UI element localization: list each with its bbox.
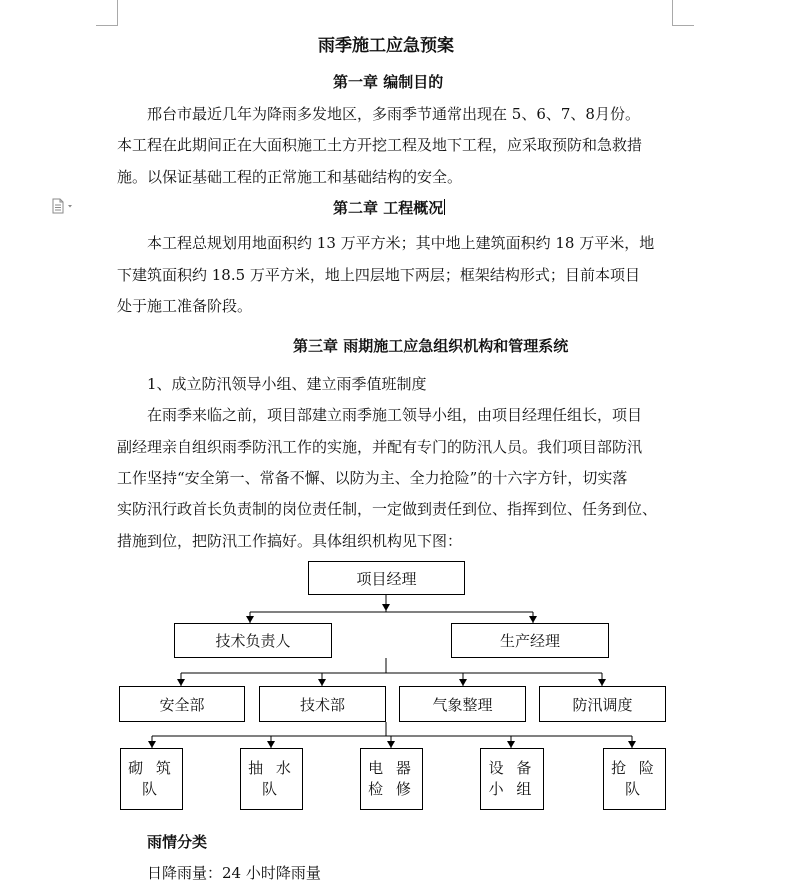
- chapter-3-line-1: 在雨季来临之前，项目部建立雨季施工领导小组，由项目经理任组长，项目: [147, 406, 643, 424]
- org-box-technical-dept: 技术部: [259, 686, 386, 722]
- team-label-line-1: 砌 筑: [128, 759, 175, 777]
- chapter-3-line-3: 工作坚持“安全第一、常备不懈、以防为主、全力抢险”的十六字方针，切实落: [117, 469, 628, 487]
- chapter-3-heading: 第三章 雨期施工应急组织机构和管理系统: [293, 337, 569, 355]
- chapter-3-line-5: 措施到位，把防汛工作搞好。具体组织机构见下图：: [117, 532, 463, 550]
- org-box-equipment-team: [480, 748, 544, 810]
- chapter-2-line-3: 处于施工准备阶段。: [117, 297, 253, 315]
- org-box-technical-lead: 技术负责人: [174, 623, 332, 658]
- org-box-electrical-repair-team: [360, 748, 423, 810]
- team-label-line-1: 抢 险: [611, 759, 658, 777]
- org-box-pumping-team: [240, 748, 303, 810]
- chapter-3-line-2: 副经理亲自组织雨季防汛工作的实施，并配有专门的防汛人员。我们项目部防汛: [117, 438, 643, 456]
- org-box-flood-dispatch: 防汛调度: [539, 686, 666, 722]
- chapter-1-heading: 第一章 编制目的: [333, 73, 444, 91]
- team-label-line-2: 队: [141, 780, 161, 798]
- org-box-weather-records: 气象整理: [399, 686, 526, 722]
- chapter-2-line-2: 下建筑面积约 18.5 万平方米，地上四层地下两层；框架结构形式；目前本项目: [117, 266, 640, 284]
- chapter-3-item-1: 1、成立防汛领导小组、建立雨季值班制度: [147, 375, 427, 393]
- chapter-3-line-4: 实防汛行政首长负责制的岗位责任制，一定做到责任到位、指挥到位、任务到位、: [117, 500, 658, 518]
- chapter-1-line-1: 邢台市最近几年为降雨多发地区，多雨季节通常出现在 5、6、7、8月份。: [147, 105, 640, 123]
- team-label-line-2: 队: [624, 780, 644, 798]
- org-box-rescue-team: [603, 748, 666, 810]
- team-label-line-2: 队: [261, 780, 281, 798]
- chapter-2-heading-text: 第二章 工程概况: [333, 199, 444, 217]
- chapter-1-line-3: 施。以保证基础工程的正常施工和基础结构的安全。: [117, 168, 463, 186]
- team-label-line-2: 检 修: [368, 780, 415, 798]
- org-box-safety-dept: 安全部: [119, 686, 245, 722]
- document-title: 雨季施工应急预案: [318, 36, 454, 56]
- rain-classification-heading: 雨情分类: [147, 833, 208, 851]
- chapter-2-line-1: 本工程总规划用地面积约 13 万平方米；其中地上建筑面积约 18 万平米，地: [147, 234, 655, 252]
- chapter-1-line-2: 本工程在此期间正在大面积施工土方开挖工程及地下工程，应采取预防和急救措: [117, 136, 643, 154]
- org-box-production-manager: 生产经理: [451, 623, 609, 658]
- team-label-line-1: 电 器: [368, 759, 415, 777]
- team-label-line-2: 小 组: [488, 780, 536, 798]
- team-label-line-1: 设 备: [488, 759, 536, 777]
- team-label-line-1: 抽 水: [248, 759, 295, 777]
- org-box-masonry-team: [120, 748, 183, 810]
- org-box-project-manager: 项目经理: [308, 561, 465, 595]
- daily-rainfall-line: 日降雨量：24 小时降雨量: [147, 864, 321, 882]
